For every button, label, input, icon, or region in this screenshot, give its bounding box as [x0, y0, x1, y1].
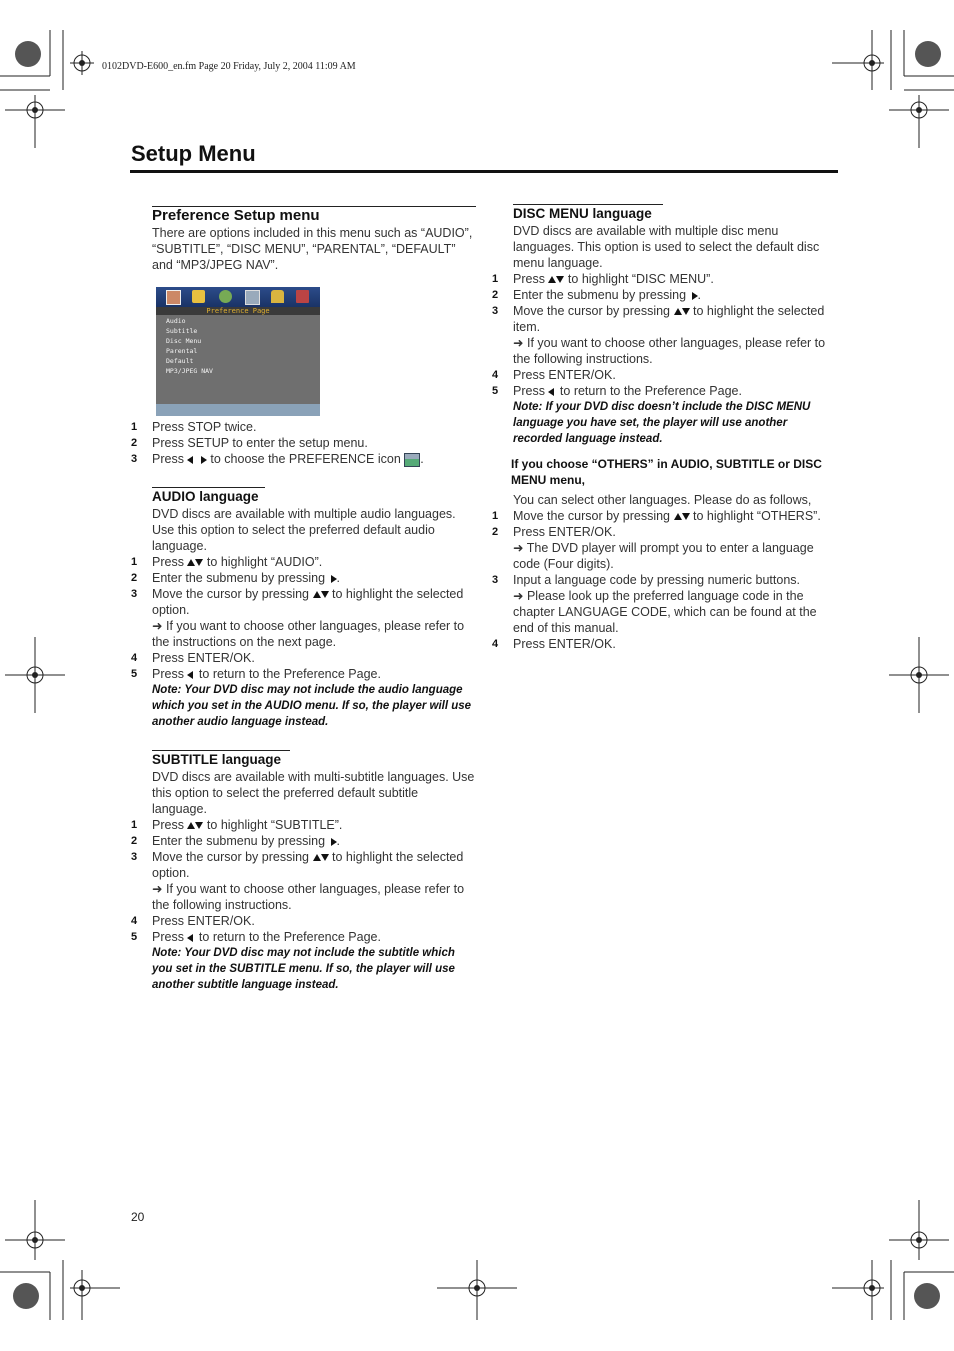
- lock-icon: [271, 290, 284, 303]
- list-item: 1 Press STOP twice.: [131, 420, 257, 434]
- disc-menu-text: DVD discs are available with multiple disc menu languages. This option is used to select the default disc menu language.: [513, 224, 820, 270]
- list-item: 1 Press to highlight “DISC MENU”.: [492, 272, 714, 286]
- up-arrow-icon: [187, 559, 195, 566]
- preference-page-screenshot: [156, 287, 320, 416]
- menu-item-default: Default: [166, 357, 194, 365]
- left-arrow-icon: [548, 388, 554, 396]
- general-setup-icon: [166, 290, 181, 305]
- sub-note: ➜ If you want to choose other languages, please refer to the following instructions.: [513, 336, 826, 366]
- list-item: 1 Move the cursor by pressing to highlight “OTHERS”.: [492, 509, 821, 523]
- up-arrow-icon: [674, 308, 682, 315]
- list-item: 2 Enter the submenu by pressing .: [131, 571, 340, 585]
- screen-status-bar: [156, 404, 320, 416]
- preference-icon: [404, 453, 420, 467]
- down-arrow-icon: [682, 308, 690, 315]
- list-item: 1 Press to highlight “SUBTITLE”.: [131, 818, 343, 832]
- sub-note: ➜ If you want to choose other languages, please refer to the instructions on the next page.: [152, 619, 465, 649]
- section-title-subtitle: SUBTITLE language: [152, 752, 282, 767]
- subtitle-text: DVD discs are available with multi-subtitle languages. Use this option to select the preferred default subtitle language.: [152, 770, 475, 816]
- menu-item-subtitle: Subtitle: [166, 327, 198, 335]
- up-arrow-icon: [548, 276, 556, 283]
- page-number: 20: [131, 1210, 145, 1224]
- list-item: 4 Press ENTER/OK.: [131, 914, 255, 928]
- list-item: 3 Move the cursor by pressing to highlight the selected item.: [492, 304, 825, 334]
- down-arrow-icon: [195, 559, 203, 566]
- title-rule: [130, 170, 838, 173]
- left-arrow-icon: [187, 671, 193, 679]
- sub-note: ➜ If you want to choose other languages, please refer to the following instructions.: [152, 882, 465, 912]
- list-item: 2 Enter the submenu by pressing .: [492, 288, 701, 302]
- list-item: 4 Press ENTER/OK.: [131, 651, 255, 665]
- list-item: 2 Press SETUP to enter the setup menu.: [131, 436, 368, 450]
- down-arrow-icon: [321, 591, 329, 598]
- list-item: 2 Press ENTER/OK.: [492, 525, 616, 539]
- exit-icon: [296, 290, 309, 303]
- audio-setup-icon: [219, 290, 232, 303]
- intro-text: There are options included in this menu such as “AUDIO”, “SUBTITLE”, “DISC MENU”, “PARENTAL”, “DEFAULT” and “MP3/JPEG NAV”.: [152, 226, 473, 272]
- audio-text: DVD discs are available with multiple audio languages. Use this option to select the preferred default audio language.: [152, 507, 456, 553]
- list-item: 5 Press to return to the Preference Page.: [492, 384, 742, 398]
- list-item: 3 Move the cursor by pressing to highlight the selected option.: [131, 587, 464, 617]
- list-item: 3 Press to choose the PREFERENCE icon .: [131, 452, 424, 466]
- speaker-setup-icon: [192, 290, 205, 303]
- up-arrow-icon: [674, 513, 682, 520]
- section-title-disc-menu: DISC MENU language: [513, 206, 652, 221]
- note-disc-menu: Note: If your DVD disc doesn’t include the DISC MENU language you have set, the player will use another recorded language instead.: [513, 401, 811, 445]
- others-heading: If you choose “OTHERS” in AUDIO, SUBTITLE or DISC MENU menu,: [511, 457, 822, 487]
- list-item: 1 Press to highlight “AUDIO”.: [131, 555, 323, 569]
- down-arrow-icon: [682, 513, 690, 520]
- list-item: 3 Move the cursor by pressing to highlight the selected option.: [131, 850, 464, 880]
- menu-item-mp3-jpeg-nav: MP3/JPEG NAV: [166, 367, 213, 375]
- list-item: 4 Press ENTER/OK.: [492, 637, 616, 651]
- page-title: Setup Menu: [131, 141, 256, 166]
- menu-item-disc-menu: Disc Menu: [166, 337, 202, 345]
- down-arrow-icon: [556, 276, 564, 283]
- up-arrow-icon: [313, 854, 321, 861]
- section-title-preference: Preference Setup menu: [152, 207, 320, 224]
- sub-note: ➜ The DVD player will prompt you to enter a language code (Four digits).: [513, 541, 814, 571]
- left-arrow-icon: [187, 934, 193, 942]
- menu-item-audio: Audio: [166, 317, 186, 325]
- section-title-audio: AUDIO language: [152, 489, 259, 504]
- arrow-right-icon: ➜: [152, 882, 163, 896]
- up-arrow-icon: [313, 591, 321, 598]
- list-item: 3 Input a language code by pressing numeric buttons.: [492, 573, 800, 587]
- note-audio: Note: Your DVD disc may not include the audio language which you set in the AUDIO menu. If so, the player will use another audio language instead.: [152, 684, 472, 728]
- arrow-right-icon: ➜: [513, 541, 524, 555]
- screen-page-header: Preference Page: [156, 307, 320, 315]
- list-item: 4 Press ENTER/OK.: [492, 368, 616, 382]
- menu-item-parental: Parental: [166, 347, 198, 355]
- up-arrow-icon: [187, 822, 195, 829]
- list-item: 5 Press to return to the Preference Page.: [131, 667, 381, 681]
- left-arrow-icon: [187, 456, 193, 464]
- others-text: You can select other languages. Please do as follows,: [513, 493, 812, 507]
- list-item: 2 Enter the submenu by pressing .: [131, 834, 340, 848]
- sub-note: ➜ Please look up the preferred language code in the chapter LANGUAGE CODE, which can be found at the end of this manual.: [513, 589, 817, 635]
- arrow-right-icon: ➜: [513, 589, 524, 603]
- right-column: [492, 204, 837, 652]
- down-arrow-icon: [195, 822, 203, 829]
- down-arrow-icon: [321, 854, 329, 861]
- list-item: 5 Press to return to the Preference Page.: [131, 930, 381, 944]
- file-slug: 0102DVD-E600_en.fm Page 20 Friday, July 2, 2004 11:09 AM: [102, 61, 356, 72]
- right-arrow-icon: [201, 456, 207, 464]
- note-subtitle: Note: Your DVD disc may not include the subtitle which you set in the SUBTITLE menu. If so, the player will use another subtitle language instead.: [152, 947, 455, 991]
- arrow-right-icon: ➜: [513, 336, 524, 350]
- preference-icon: [245, 290, 260, 305]
- arrow-right-icon: ➜: [152, 619, 163, 633]
